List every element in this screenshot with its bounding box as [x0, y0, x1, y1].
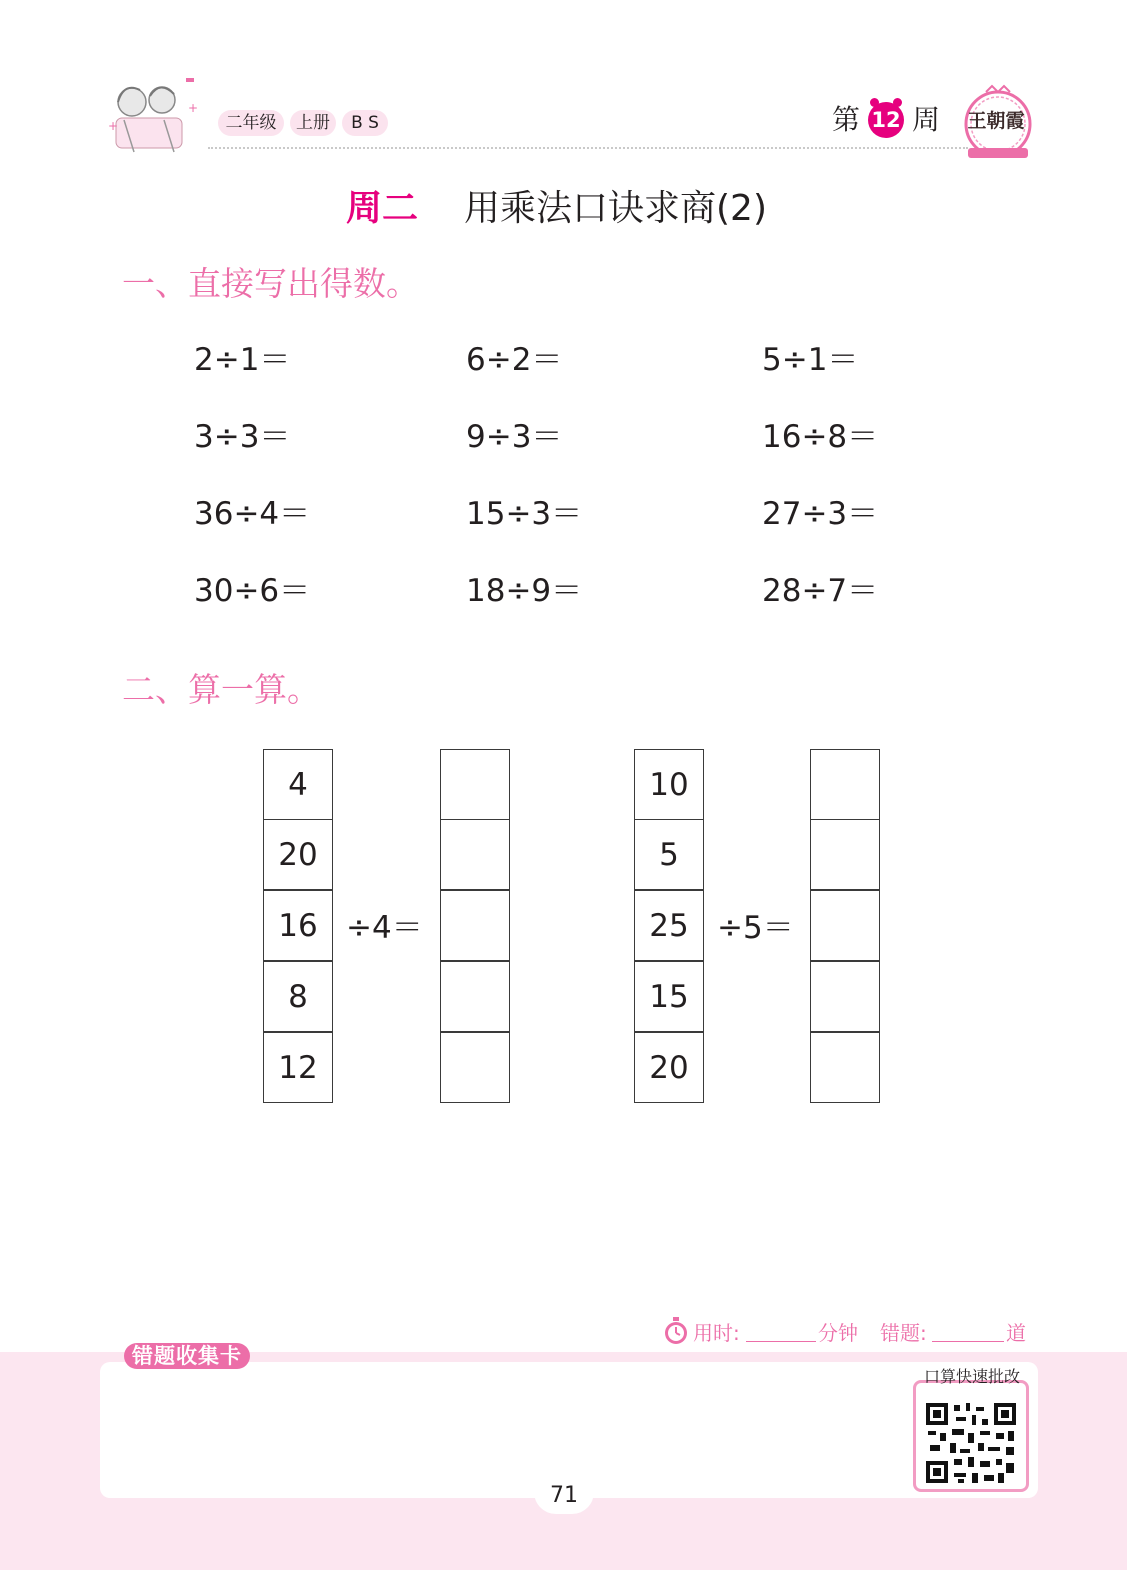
input-cell: 8: [263, 961, 333, 1032]
answer-cell[interactable]: [810, 890, 880, 961]
answer-cell[interactable]: [810, 749, 880, 820]
edition-badge: B S: [342, 110, 388, 136]
time-unit: 分钟: [818, 1321, 858, 1345]
errors-label: 错题:: [880, 1321, 927, 1345]
week-suffix: 周: [912, 103, 941, 136]
input-cell: 12: [263, 1032, 333, 1103]
problem-item: 6÷2＝: [466, 342, 563, 378]
stopwatch-icon: [662, 1316, 690, 1346]
answer-cell[interactable]: [810, 819, 880, 890]
problem-item: 28÷7＝: [762, 573, 879, 609]
problem-item: 36÷4＝: [194, 496, 311, 532]
answer-cell[interactable]: [810, 961, 880, 1032]
answer-cell[interactable]: [440, 749, 510, 820]
qr-caption: 口算快速批改: [924, 1367, 1021, 1386]
qr-code-icon: [916, 1383, 1026, 1489]
input-cell: 5: [634, 819, 704, 890]
operator-label-1: ÷4＝: [346, 910, 423, 946]
input-cell: 10: [634, 749, 704, 820]
time-label: 用时:: [693, 1321, 740, 1345]
input-cell: 20: [634, 1032, 704, 1103]
answer-cell[interactable]: [440, 1032, 510, 1103]
errors-blank[interactable]: [932, 1341, 1004, 1342]
page-number: 71: [534, 1470, 594, 1514]
problem-item: 15÷3＝: [466, 496, 583, 532]
answer-column-1: [440, 749, 510, 1104]
error-card-label-text: 错题收集卡: [124, 1343, 250, 1369]
grade-badge: 二年级: [218, 110, 284, 136]
answer-column-2: [810, 749, 880, 1104]
week-number-badge: 12: [868, 102, 904, 138]
problem-item: 30÷6＝: [194, 573, 311, 609]
section2-heading: 二、算一算。: [122, 670, 320, 709]
day-title: 周二: [346, 188, 419, 229]
week-prefix: 第: [832, 103, 861, 136]
svg-text:+: +: [108, 119, 119, 133]
problem-item: 2÷1＝: [194, 342, 291, 378]
input-cell: 16: [263, 890, 333, 961]
brand-seal-text: 王朝霞: [967, 110, 1025, 132]
problem-item: 9÷3＝: [466, 419, 563, 455]
qr-code-frame[interactable]: [913, 1380, 1029, 1492]
errors-unit: 道: [1006, 1321, 1026, 1345]
time-blank[interactable]: [746, 1341, 816, 1342]
section1-heading: 一、直接写出得数。: [122, 264, 419, 303]
input-column-1: [263, 749, 333, 1104]
answer-cell[interactable]: [440, 819, 510, 890]
volume-badge: 上册: [290, 110, 336, 136]
input-cell: 15: [634, 961, 704, 1032]
problem-item: 16÷8＝: [762, 419, 879, 455]
problem-item: 27÷3＝: [762, 496, 879, 532]
problem-item: 5÷1＝: [762, 342, 859, 378]
problem-item: 18÷9＝: [466, 573, 583, 609]
input-cell: 20: [263, 819, 333, 890]
lesson-title: 用乘法口诀求商(2): [464, 188, 767, 229]
answer-cell[interactable]: [810, 1032, 880, 1103]
header-divider: [208, 147, 968, 149]
operator-label-2: ÷5＝: [717, 910, 794, 946]
svg-text:+: +: [188, 101, 199, 115]
kids-illustration: [104, 72, 204, 156]
input-cell: 25: [634, 890, 704, 961]
error-card-label: [124, 1341, 252, 1371]
input-column-2: [634, 749, 704, 1104]
problem-item: 3÷3＝: [194, 419, 291, 455]
input-cell: 4: [263, 749, 333, 820]
answer-cell[interactable]: [440, 961, 510, 1032]
answer-cell[interactable]: [440, 890, 510, 961]
